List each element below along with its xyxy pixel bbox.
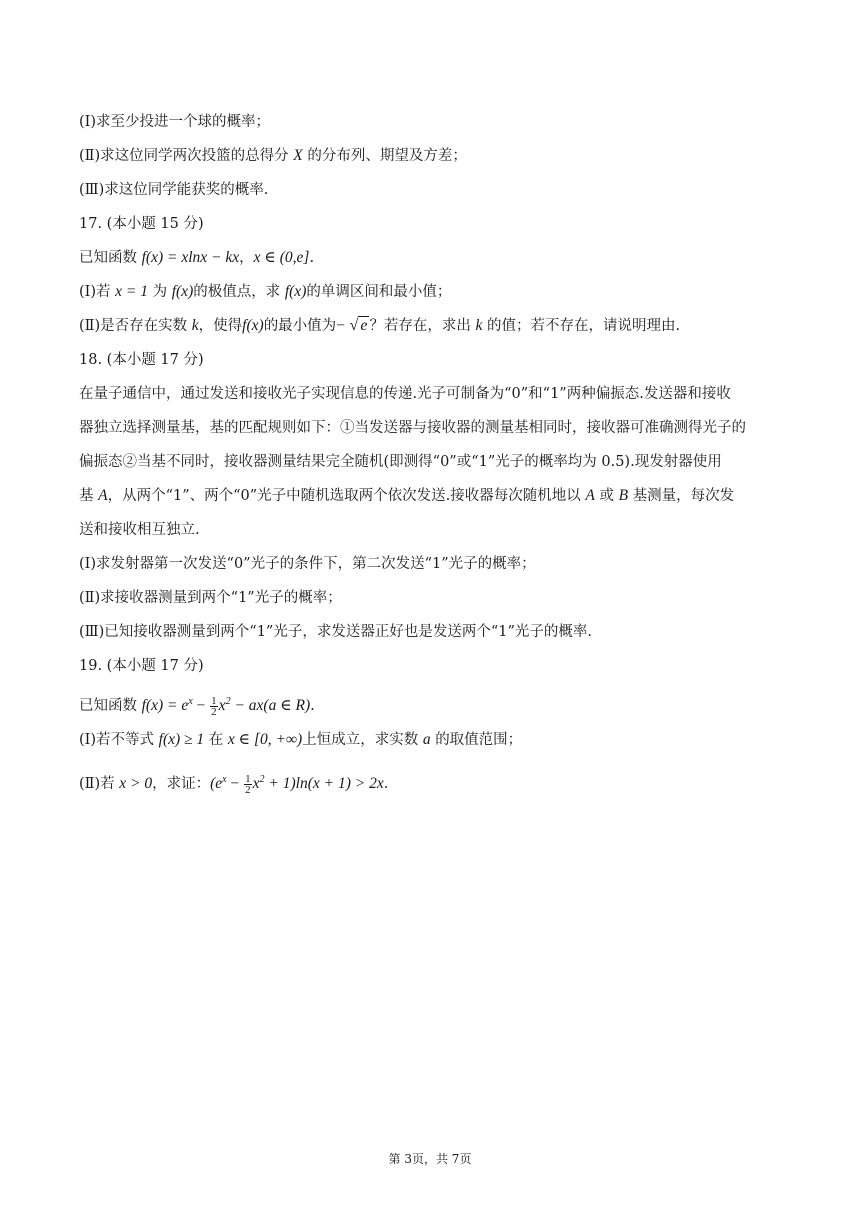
q17-part2: (Ⅱ)是否存在实数 k，使得f(x)的最小值为− √ e ？若存在，求出 k 的值；若不存在，请说明理由. [79,317,681,334]
q19-part1: (I)若不等式 f(x) ≥ 1 在 x ∈ [0, +∞)上恒成立，求实数 a 的取值范围； [79,731,523,748]
q16-part1: (I)求至少投进一个球的概率； [79,114,271,130]
q19-given: 已知函数 $f(x) = e^x$ − $\frac{1}{2}$ $x^2 - ax(a$ ∈ R). [79,694,315,718]
q16-part2: (Ⅱ)求这位同学两次投篮的总得分 X 的分布列、期望及方差； [79,147,467,164]
q19-header: 19. (本小题 17 分) [79,658,204,674]
q18-body-4: 基 A，从两个“1”、两个“0”光子中随机选取两个依次发送.接收器每次随机地以 A 或 B 基测量，每次发 [79,487,735,504]
q17-part1: (I)若 x = 1 为 f(x)的极值点，求 f(x)的单调区间和最小值； [79,283,452,300]
q18-part3: (Ⅲ)已知接收器测量到两个“1”光子，求发送器正好也是发送两个“1”光子的概率. [79,624,593,640]
q16-part3: (Ⅲ)求这位同学能获奖的概率. [79,182,269,198]
fraction-half: $\frac{1}{2}$ [211,694,217,718]
q18-header: 18. (本小题 17 分) [79,352,204,368]
q18-body-5: 送和接收相互独立. [79,522,200,538]
q17-header: 17. (本小题 15 分) [79,216,204,232]
page-footer: 第 3页，共 7页 [388,1152,472,1166]
fraction-half: $\frac{1}{2}$ [245,772,251,796]
q19-part2: (Ⅱ)若 x > 0，求证：($e^x$ − $\frac{1}{2}$ $x^2 + 1)\ln(x + 1) > 2x$. [79,772,389,796]
q18-body-2: 器独立选择测量基，基的匹配规则如下：①当发送器与接收器的测量基相同时，接收器可准确测得光子的 [79,420,746,436]
sqrt-e: √ e [349,317,368,334]
q18-part1: (I)求发射器第一次发送“0”光子的条件下，第二次发送“1”光子的概率； [79,556,536,572]
q18-part2: (Ⅱ)求接收器测量到两个“1”光子的概率； [79,590,342,606]
q17-given: 已知函数 f(x) = xlnx − kx，x ∈ (0,e]. [79,249,315,266]
q18-body-1: 在量子通信中，通过发送和接收光子实现信息的传递.光子可制备为“0”和“1”两种偏振态.发送器和接收 [79,386,731,402]
q18-body-3: 偏振态②当基不同时，接收器测量结果完全随机(即测得“0”或“1”光子的概率均为 0.5).现发射器使用 [79,454,722,470]
